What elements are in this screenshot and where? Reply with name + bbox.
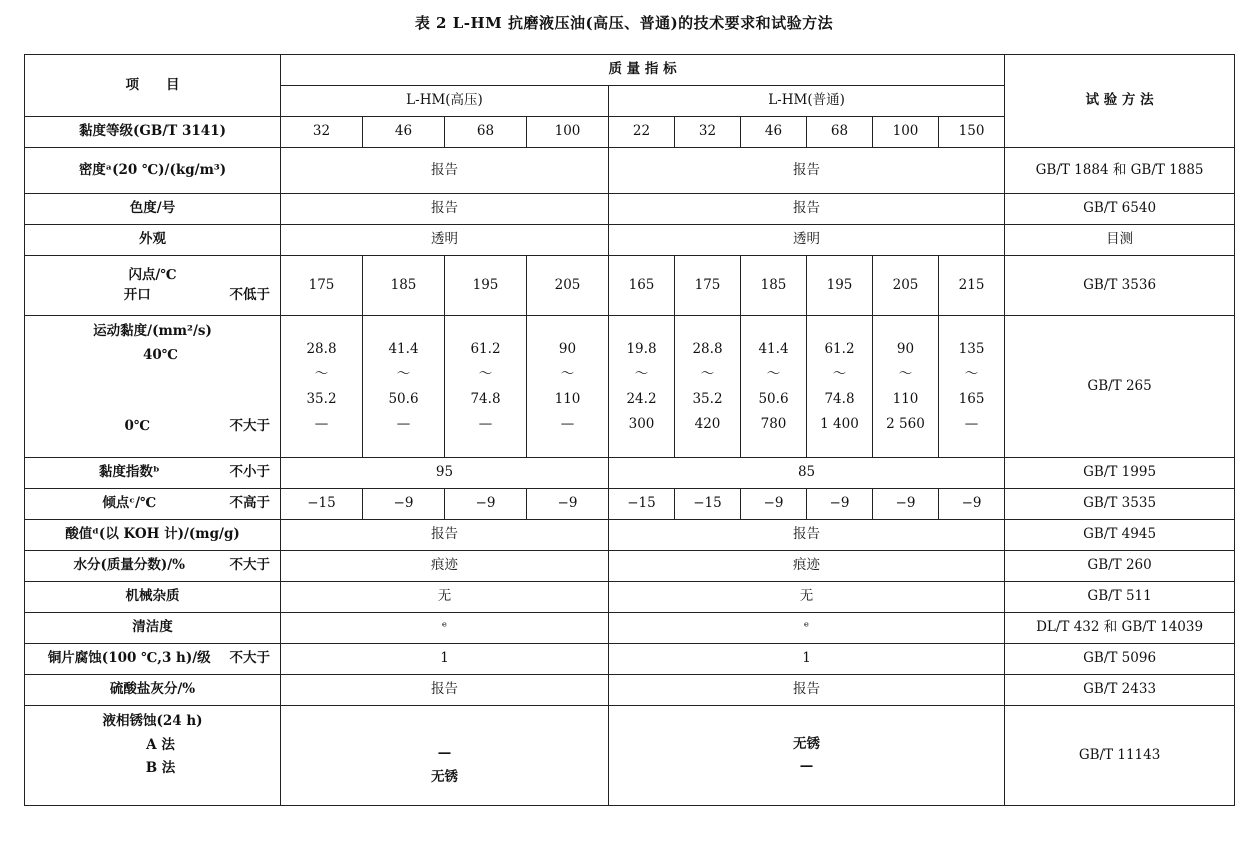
impurity-normal: 无: [609, 582, 1005, 613]
density-label: 密度ᵃ(20 ℃)/(kg/m³): [25, 148, 281, 194]
clean-label: 清洁度: [25, 613, 281, 644]
pour-normal-cell: −15: [609, 489, 675, 520]
impurity-method: GB/T 511: [1005, 582, 1235, 613]
pour-high-cell: −9: [445, 489, 527, 520]
rust-subA: A 法: [146, 736, 175, 753]
ash-normal: 报告: [609, 675, 1005, 706]
rust-normal-cell: 无锈 —: [609, 706, 1005, 806]
header-row-1: [25, 55, 1235, 86]
row-pour: [25, 489, 1235, 520]
rust-label-cell: [25, 706, 281, 806]
copper-label-cell: 铜片腐蚀(100 ℃,3 h)/级 不大于: [25, 644, 281, 675]
header-quality: 质 量 指 标: [281, 55, 1005, 86]
viscosity-high-cell: 61.2 ～ 74.8 —: [445, 316, 527, 458]
flash-label-cell: [25, 256, 281, 316]
acid-high: 报告: [281, 520, 609, 551]
density-high: 报告: [281, 148, 609, 194]
flash-normal-cell: 195: [807, 256, 873, 316]
impurity-high: 无: [281, 582, 609, 613]
header-group-normal: L-HM(普通): [609, 86, 1005, 117]
vi-high: 95: [281, 458, 609, 489]
pour-normal-cell: −9: [741, 489, 807, 520]
appearance-label: 外观: [25, 225, 281, 256]
flash-normal-cell: 165: [609, 256, 675, 316]
color-label: 色度/号: [25, 194, 281, 225]
water-high: 痕迹: [281, 551, 609, 582]
pour-req: 不高于: [229, 495, 270, 512]
vi-label-cell: 黏度指数ᵇ 不小于: [25, 458, 281, 489]
pour-high-cell: −9: [527, 489, 609, 520]
viscosity-label: 运动黏度/(mm²/s): [93, 323, 212, 339]
flash-normal-cell: 185: [741, 256, 807, 316]
acid-normal: 报告: [609, 520, 1005, 551]
viscosity-normal-cell: 41.4 ～ 50.6 780: [741, 316, 807, 458]
copper-high: 1: [281, 644, 609, 675]
flash-req: 不低于: [229, 286, 270, 303]
ash-method: GB/T 2433: [1005, 675, 1235, 706]
viscosity-normal-cell: 90 ～ 110 2 560: [873, 316, 939, 458]
viscosity-high-cell: 41.4 ～ 50.6 —: [363, 316, 445, 458]
header-group-high: L-HM(高压): [281, 86, 609, 117]
color-high: 报告: [281, 194, 609, 225]
pour-method: GB/T 3535: [1005, 489, 1235, 520]
color-normal: 报告: [609, 194, 1005, 225]
pour-label-cell: 倾点ᶜ/℃ 不高于: [25, 489, 281, 520]
viscosity-sub0: 0℃ 不大于: [29, 417, 276, 437]
flash-high-cell: 175: [281, 256, 363, 316]
appearance-method: 目测: [1005, 225, 1235, 256]
viscosity-normal-cell: 135 ～ 165 —: [939, 316, 1005, 458]
clean-method: DL/T 432 和 GB/T 14039: [1005, 613, 1235, 644]
row-impurity: [25, 582, 1235, 613]
row-flash: [25, 256, 1235, 316]
flash-high-cell: 205: [527, 256, 609, 316]
pour-high-cell: −15: [281, 489, 363, 520]
acid-method: GB/T 4945: [1005, 520, 1235, 551]
flash-normal-cell: 215: [939, 256, 1005, 316]
viscosity-normal-cell: 19.8 ～ 24.2 300: [609, 316, 675, 458]
viscosity-normal-cell: 61.2 ～ 74.8 1 400: [807, 316, 873, 458]
grade-label: 黏度等级(GB/T 3141): [25, 117, 281, 148]
grade-high-cell: 100: [527, 117, 609, 148]
color-method: GB/T 6540: [1005, 194, 1235, 225]
row-ash: [25, 675, 1235, 706]
viscosity-label-cell: [25, 316, 281, 458]
pour-normal-cell: −15: [675, 489, 741, 520]
row-viscosity: [25, 316, 1235, 458]
flash-high-cell: 185: [363, 256, 445, 316]
water-req: 不大于: [229, 557, 270, 574]
density-method: GB/T 1884 和 GB/T 1885: [1005, 148, 1235, 194]
row-acid: [25, 520, 1235, 551]
appearance-high: 透明: [281, 225, 609, 256]
flash-method: GB/T 3536: [1005, 256, 1235, 316]
viscosity-req: 不大于: [229, 418, 270, 435]
table-title: 表 2 L-HM 抗磨液压油(高压、普通)的技术要求和试验方法: [414, 14, 834, 32]
flash-sub: 开口 不低于: [29, 286, 276, 306]
clean-high: ᵉ: [281, 613, 609, 644]
grade-normal-cell: 100: [873, 117, 939, 148]
rust-subB: B 法: [145, 760, 176, 777]
copper-normal: 1: [609, 644, 1005, 675]
rust-method: GB/T 11143: [1005, 706, 1235, 806]
impurity-label: 机械杂质: [25, 582, 281, 613]
viscosity-sub40: 40℃: [143, 346, 178, 363]
grade-normal-cell: 32: [675, 117, 741, 148]
grade-normal-cell: 46: [741, 117, 807, 148]
pour-normal-cell: −9: [807, 489, 873, 520]
header-item: 项 目: [25, 55, 281, 117]
rust-high-cell: — 无锈: [281, 706, 609, 806]
acid-label: 酸值ᵈ(以 KOH 计)/(mg/g): [25, 520, 281, 551]
copper-req: 不大于: [229, 650, 270, 667]
flash-high-cell: 195: [445, 256, 527, 316]
row-water: [25, 551, 1235, 582]
flash-normal-cell: 205: [873, 256, 939, 316]
viscosity-method: GB/T 265: [1005, 316, 1235, 458]
grade-normal-cell: 22: [609, 117, 675, 148]
grade-normal-cell: 68: [807, 117, 873, 148]
clean-normal: ᵉ: [609, 613, 1005, 644]
row-rust: [25, 706, 1235, 806]
viscosity-high-cell: 28.8 ～ 35.2 —: [281, 316, 363, 458]
row-density: [25, 148, 1235, 194]
pour-normal-cell: −9: [873, 489, 939, 520]
flash-normal-cell: 175: [675, 256, 741, 316]
row-appearance: [25, 225, 1235, 256]
density-normal: 报告: [609, 148, 1005, 194]
vi-normal: 85: [609, 458, 1005, 489]
vi-method: GB/T 1995: [1005, 458, 1235, 489]
row-copper: [25, 644, 1235, 675]
copper-method: GB/T 5096: [1005, 644, 1235, 675]
row-clean: [25, 613, 1235, 644]
header-method: 试 验 方 法: [1005, 55, 1235, 148]
row-vi: [25, 458, 1235, 489]
grade-high-cell: 68: [445, 117, 527, 148]
viscosity-normal-cell: 28.8 ～ 35.2 420: [675, 316, 741, 458]
water-label-cell: 水分(质量分数)/% 不大于: [25, 551, 281, 582]
water-method: GB/T 260: [1005, 551, 1235, 582]
pour-normal-cell: −9: [939, 489, 1005, 520]
viscosity-high-cell: 90 ～ 110 —: [527, 316, 609, 458]
water-normal: 痕迹: [609, 551, 1005, 582]
grade-normal-cell: 150: [939, 117, 1005, 148]
pour-high-cell: −9: [363, 489, 445, 520]
flash-label: 闪点/℃: [128, 266, 177, 283]
ash-high: 报告: [281, 675, 609, 706]
spec-table: [24, 54, 1235, 806]
vi-req: 不小于: [229, 464, 270, 481]
ash-label: 硫酸盐灰分/%: [25, 675, 281, 706]
grade-high-cell: 46: [363, 117, 445, 148]
rust-label: 液相锈蚀(24 h): [102, 713, 203, 729]
row-color: [25, 194, 1235, 225]
appearance-normal: 透明: [609, 225, 1005, 256]
grade-high-cell: 32: [281, 117, 363, 148]
